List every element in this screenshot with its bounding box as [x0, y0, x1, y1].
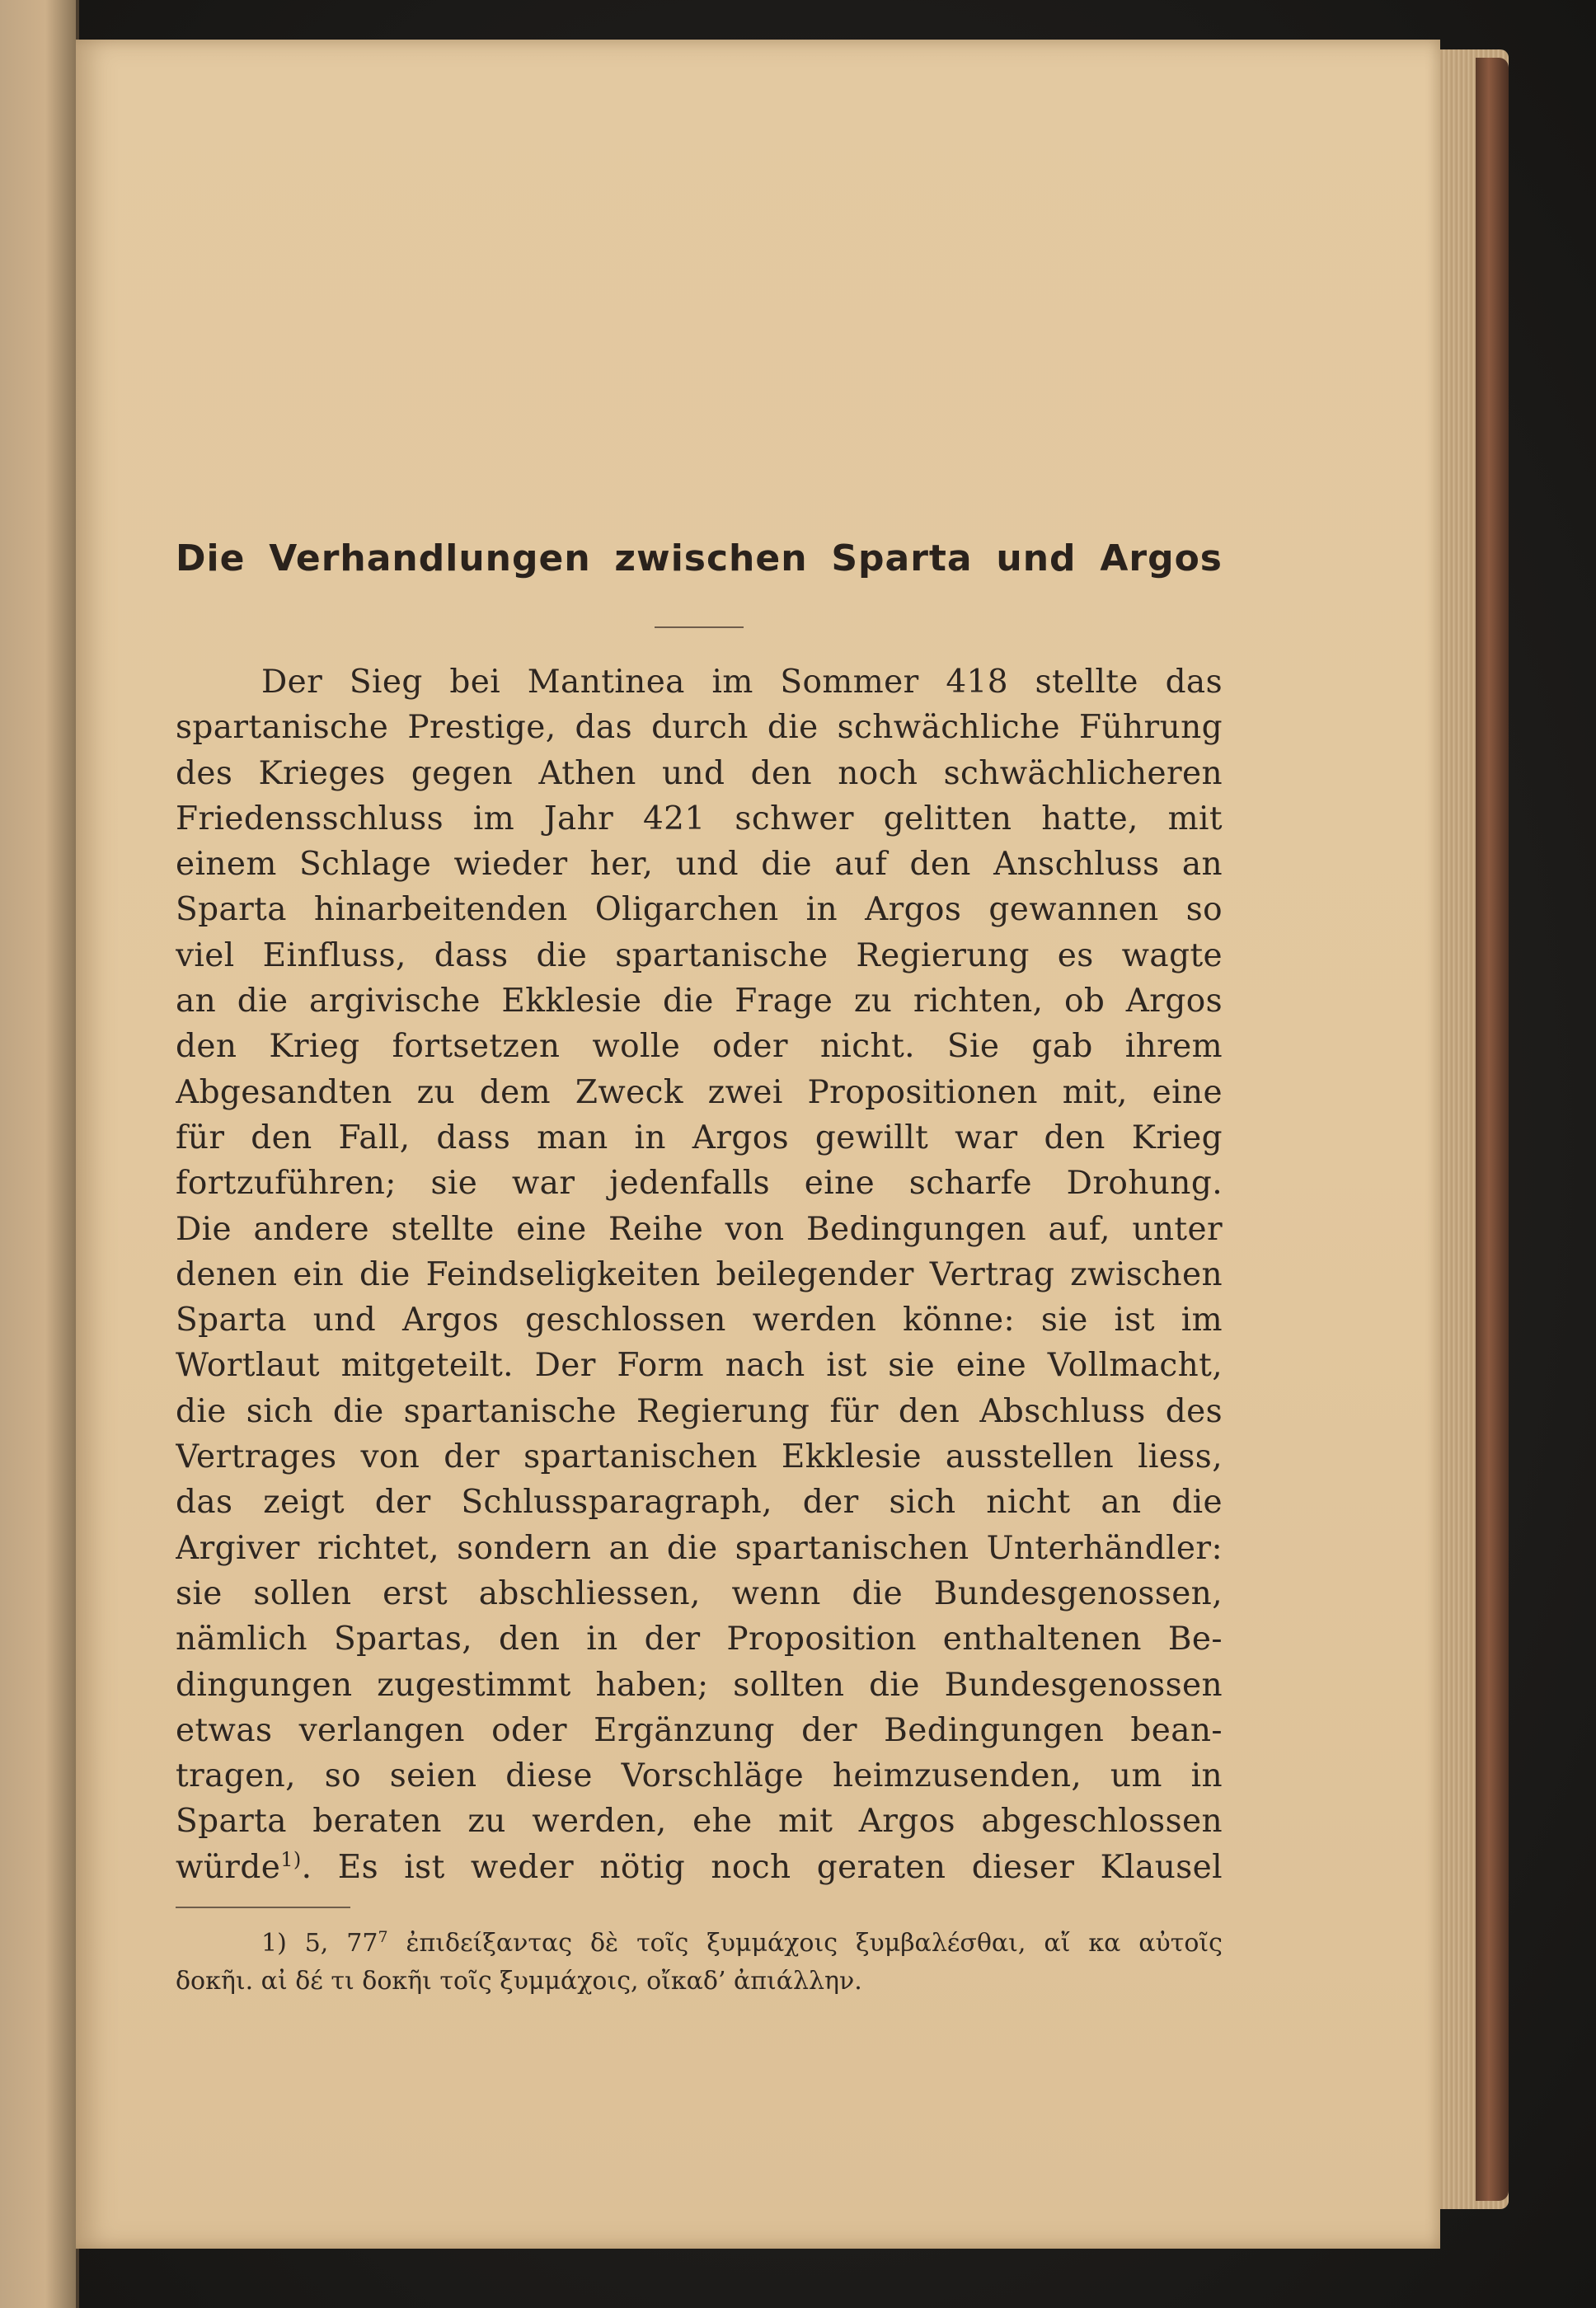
text-line: Friedensschluss im Jahr 421 schwer gelitten hatte, mit [176, 800, 1223, 837]
footnote-marker: 1) 5, 77 [261, 1929, 378, 1959]
text-line: Sparta und Argos geschlossen werden könne: sie ist im [176, 1302, 1223, 1339]
footnote-rule [176, 1907, 350, 1908]
text-line: viel Einfluss, dass die spartanische Regierung es wagte [176, 936, 1223, 974]
footnote-line: δοκῆι. αἰ δέ τι δοκῆι τοῖς ξυμμάχοις, οἴκαδ’ ἀπιάλλην. [176, 1967, 862, 1996]
heading-rule [655, 626, 744, 628]
text-line: Wortlaut mitgeteilt. Der Form nach ist sie eine Vollmacht, [176, 1347, 1223, 1385]
facing-page-edge [0, 0, 79, 2308]
text-line: Der Sieg bei Mantinea im Sommer 418 stellte das [261, 664, 1223, 701]
text-line: nämlich Spartas, den in der Proposition enthaltenen Be- [176, 1621, 1223, 1658]
text-line: Vertrages von der spartanischen Ekklesie ausstellen liess, [176, 1438, 1223, 1476]
text-fragment: . Es ist weder nötig noch geraten dieser Klausel [301, 1848, 1223, 1886]
text-line: einem Schlage wieder her, und die auf den Anschluss an [176, 846, 1223, 884]
footnote-line [176, 1925, 1223, 1963]
text-line: Die andere stellte eine Reihe von Bedingungen auf, unter [176, 1210, 1223, 1248]
footnote-reference: 1) [280, 1847, 302, 1871]
text-line: tragen, so seien diese Vorschläge heimzusenden, um in [176, 1757, 1223, 1795]
body-paragraph [176, 659, 1223, 1890]
text-line: etwas verlangen oder Ergänzung der Bedingungen bean- [176, 1711, 1223, 1749]
footnote-sup: 7 [378, 1928, 388, 1947]
text-line: für den Fall, dass man in Argos gewillt war den Krieg [176, 1119, 1223, 1156]
page-content [176, 534, 1223, 2001]
text-line: das zeigt der Schlussparagraph, der sich nicht an die [176, 1484, 1223, 1522]
text-line: Argiver richtet, sondern an die spartanischen Unterhändler: [176, 1529, 1223, 1567]
text-line: sie sollen erst abschliessen, wenn die Bundesgenossen, [176, 1574, 1223, 1612]
footnote-greek: ἐπιδείξαντας δὲ τοῖς ξυμμάχοις ξυμβαλέσθαι, αἴ κα αὐτοῖς [406, 1929, 1223, 1959]
text-line: spartanische Prestige, das durch die schwächliche Führung [176, 709, 1223, 747]
chapter-heading: Die Verhandlungen zwischen Sparta und Argos [176, 537, 1223, 579]
text-fragment: würde [176, 1848, 281, 1886]
book-page [76, 40, 1440, 2249]
text-line-last [176, 1845, 1223, 1890]
text-line: Sparta hinarbeitenden Oligarchen in Argos gewannen so [176, 891, 1223, 929]
footnote [176, 1925, 1223, 2001]
text-line: an die argivische Ekklesie die Frage zu richten, ob Argos [176, 983, 1223, 1020]
text-line: fortzuführen; sie war jedenfalls eine scharfe Drohung. [176, 1165, 1223, 1203]
text-line: des Krieges gegen Athen und den noch schwächlicheren [176, 754, 1223, 792]
text-line: den Krieg fortsetzen wolle oder nicht. Sie gab ihrem [176, 1028, 1223, 1066]
text-line: denen ein die Feindseligkeiten beilegender Vertrag zwischen [176, 1255, 1223, 1293]
text-line: Abgesandten zu dem Zweck zwei Propositionen mit, eine [176, 1073, 1223, 1111]
text-line: dingungen zugestimmt haben; sollten die Bundesgenossen [176, 1666, 1223, 1704]
text-line: Sparta beraten zu werden, ehe mit Argos abgeschlossen [176, 1803, 1223, 1841]
text-line: die sich die spartanische Regierung für den Abschluss des [176, 1392, 1223, 1430]
book-cover-edge [1476, 58, 1509, 2201]
